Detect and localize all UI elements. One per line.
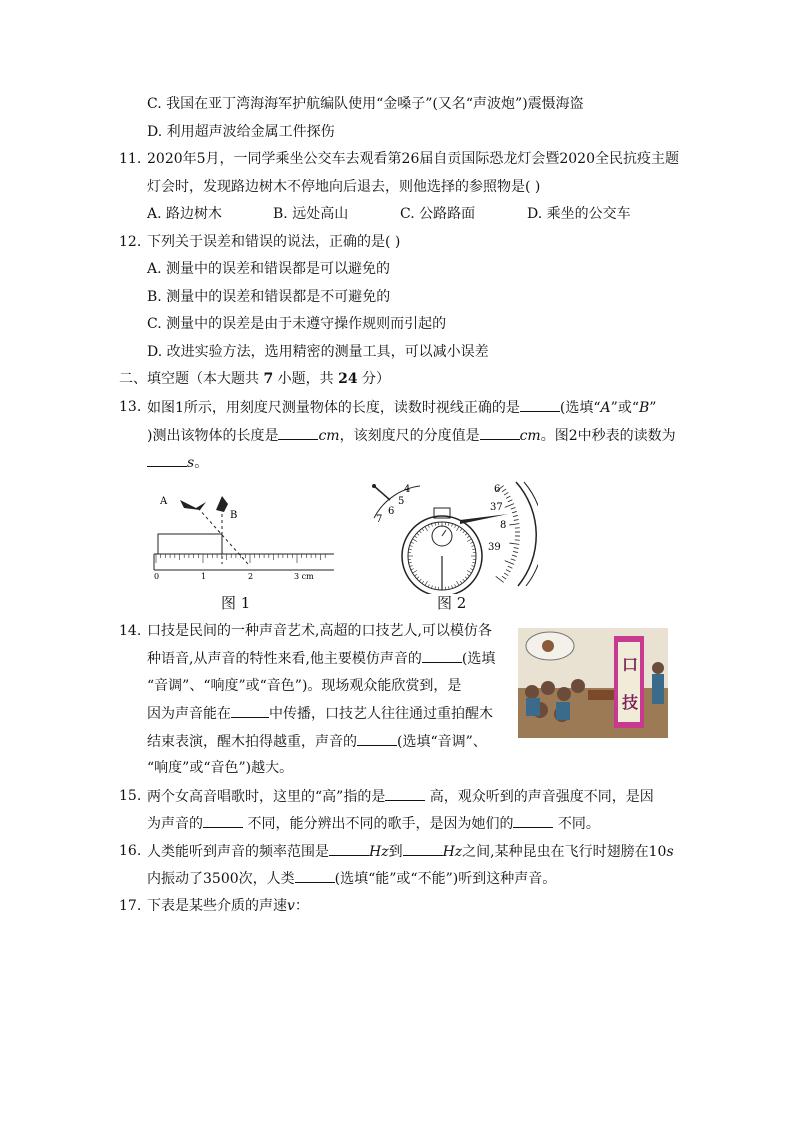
q11-number: 11.: [119, 151, 142, 167]
answer-blank[interactable]: [278, 425, 318, 440]
figure-2-stopwatch: [368, 478, 538, 594]
q16-line2: 内振动了3500次，人类 (选填“能”或“不能”)听到这种声音。: [147, 868, 556, 889]
figure-1-caption: 图 1: [221, 594, 251, 612]
q16-number: 16.: [119, 843, 142, 859]
tick-1: 1: [201, 572, 207, 581]
q12-number: 12.: [119, 234, 142, 250]
q14-line1: 口技是民间的一种声音艺术,高超的口技艺人,可以模仿各: [147, 623, 492, 639]
tick-3: 3 cm: [294, 572, 314, 581]
figure-2-caption: 图 2: [437, 594, 467, 612]
banner-char-2: 技: [622, 693, 639, 712]
q14-line5: 结束表演，醒木拍得越重，声音的 (选填“音调”、: [147, 731, 487, 752]
second-6: 6: [494, 484, 501, 495]
q12-option-a: A. 测量中的误差和错误都是可以避免的: [147, 261, 391, 277]
answer-blank[interactable]: [403, 841, 443, 856]
q14-line4: 因为声音能在 中传播，口技艺人往往通过重拍醒木: [147, 703, 493, 724]
q14-line6: “响度”或“音色”)越大。: [147, 760, 294, 776]
minute-7: 7: [376, 514, 383, 525]
label-a: A: [160, 496, 168, 507]
q14-number: 14.: [119, 623, 142, 639]
second-37: 37: [490, 502, 503, 513]
ruler: [154, 554, 334, 570]
q11-stem-line1: 2020年5月，一同学乘坐公交车去观看第26届自贡国际恐龙灯会暨2020全民抗疫主题: [147, 151, 679, 167]
tick-0: 0: [154, 572, 160, 581]
label-b: B: [230, 510, 238, 521]
answer-blank[interactable]: [480, 425, 520, 440]
q11-option-d: D. 乘坐的公交车: [527, 206, 631, 222]
minute-5: 5: [398, 496, 405, 507]
q11-stem-line2: 灯会时，发现路边树木不停地向后退去，则他选择的参照物是( ): [147, 179, 541, 195]
q13-number: 13.: [119, 399, 142, 415]
second-8: 8: [500, 520, 507, 531]
answer-blank[interactable]: [422, 648, 462, 663]
q17-stem: 下表是某些介质的声速v：: [147, 898, 309, 914]
minute-4: 4: [404, 484, 411, 495]
section-heading: 二、填空题（本大题共 7 小题，共 24 分）: [119, 371, 391, 387]
q11-option-a: A. 路边树木: [147, 206, 223, 222]
measured-object: [158, 534, 222, 554]
q13-line3: s。: [147, 452, 208, 473]
q12-option-c: C. 测量中的误差是由于未遵守操作规则而引起的: [147, 316, 447, 332]
q10-option-d: D. 利用超声波给金属工件探伤: [147, 124, 335, 140]
q13-line2: )测出该物体的长度是 cm，该刻度尺的分度值是 cm。图2中秒表的读数为: [147, 425, 676, 446]
q14-line3: “音调”、“响度”或“音色”)。现场观众能欣赏到，是: [147, 678, 462, 694]
answer-blank[interactable]: [203, 813, 243, 828]
q15-line2: 为声音的 不同，能分辨出不同的歌手，是因为她们的 不同。: [147, 813, 600, 834]
q17-number: 17.: [119, 898, 142, 914]
answer-blank[interactable]: [520, 397, 560, 412]
eye-a-icon: [180, 500, 206, 510]
minute-6: 6: [388, 506, 395, 517]
answer-blank[interactable]: [295, 868, 335, 883]
q12-option-d: D. 改进实验方法，选用精密的测量工具，可以减小误差: [147, 344, 489, 360]
answer-blank[interactable]: [329, 841, 369, 856]
answer-blank[interactable]: [357, 731, 397, 746]
answer-blank[interactable]: [231, 703, 269, 718]
q12-option-b: B. 测量中的误差和错误都是不可避免的: [147, 289, 391, 305]
q13-line1: 如图1所示，用刻度尺测量物体的长度，读数时视线正确的是 (选填“A”或“B”: [147, 397, 656, 418]
second-39: 39: [488, 542, 501, 553]
q12-stem: 下列关于误差和错误的说法，正确的是( ): [147, 234, 401, 250]
answer-blank[interactable]: [513, 813, 553, 828]
kouji-illustration: [518, 628, 668, 738]
q15-number: 15.: [119, 788, 142, 804]
q14-line2: 种语音,从声音的特性来看,他主要模仿声音的 (选填: [147, 648, 495, 669]
q15-line1: 两个女高音唱歌时，这里的“高”指的是 高，观众听到的声音强度不同，是因: [147, 786, 654, 807]
q11-option-b: B. 远处高山: [273, 206, 349, 222]
figure-1-ruler: [148, 488, 338, 584]
banner-char-1: 口: [622, 655, 639, 674]
answer-blank[interactable]: [147, 452, 187, 467]
tick-2: 2: [248, 572, 254, 581]
q10-option-c: C. 我国在亚丁湾海海军护航编队使用“金嗓子”(又名“声波炮”)震慑海盗: [147, 96, 584, 112]
answer-blank[interactable]: [385, 786, 425, 801]
q11-option-c: C. 公路路面: [400, 206, 476, 222]
q16-line1: 人类能听到声音的频率范围是 Hz到 Hz之间,某种昆虫在飞行时翅膀在10s: [147, 841, 674, 862]
